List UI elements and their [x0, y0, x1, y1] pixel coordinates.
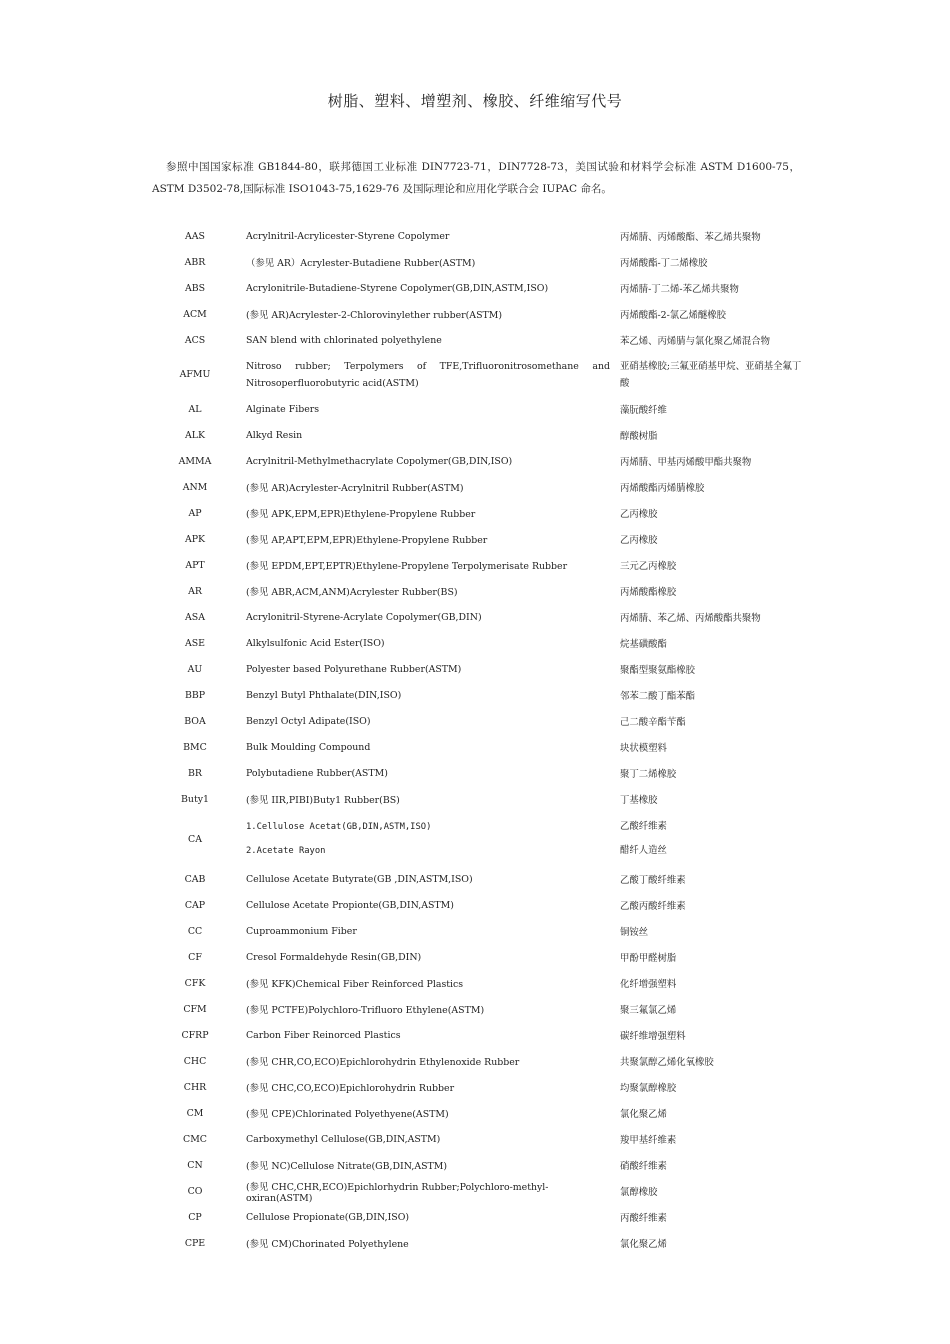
table-row [148, 656, 810, 682]
abbr-chinese-name: 乙酸丙酸纤维素 [620, 901, 686, 912]
table-row [148, 526, 810, 552]
abbr-code: APT [185, 559, 205, 571]
abbr-code: ABS [184, 282, 206, 294]
table-row [148, 327, 810, 353]
abbr-english-name: Benzyl Octyl Adipate(ISO) [246, 715, 371, 727]
abbr-english-name: (参见 ABR,ACM,ANM)Acrylester Rubber(BS) [246, 587, 458, 598]
abbr-english-name [242, 812, 610, 866]
abbr-chinese-name: 氯醇橡胶 [620, 1187, 658, 1198]
abbr-code: BR [188, 767, 202, 779]
table-row [148, 1126, 810, 1152]
abbr-english-name: Polyester based Polyurethane Rubber(ASTM) [246, 663, 462, 675]
table-row [148, 422, 810, 448]
abbr-chinese-name: 均聚氯醇橡胶 [620, 1083, 677, 1094]
abbr-chinese-name: 丙烯腈、苯乙烯、丙烯酸酯共聚物 [620, 613, 761, 624]
abbr-english-name: (参见 CPE)Chlorinated Polyethyene(ASTM) [246, 1109, 449, 1120]
abbr-chinese-name: 硝酸纤维素 [620, 1161, 667, 1172]
table-row [148, 396, 810, 422]
table-row [148, 630, 810, 656]
abbr-chinese-name: 氯化聚乙烯 [620, 1109, 667, 1120]
table-row [148, 1152, 810, 1178]
abbr-english-name: Benzyl Butyl Phthalate(DIN,ISO) [246, 689, 402, 701]
abbr-code: CO [187, 1185, 203, 1197]
abbr-code: Buty1 [181, 793, 209, 805]
table-row [148, 786, 810, 812]
abbr-english-name: SAN blend with chlorinated polyethylene [246, 334, 442, 346]
abbr-english-name: (参见 AR)Acrylester-Acrylnitril Rubber(ASTM) [246, 483, 464, 494]
table-row [148, 552, 810, 578]
abbr-code: AR [188, 585, 202, 597]
abbr-chinese-name: 碳纤维增强塑料 [620, 1031, 686, 1042]
abbr-english-name: (参见 NC)Cellulose Nitrate(GB,DIN,ASTM) [246, 1161, 448, 1172]
table-row [148, 734, 810, 760]
abbr-code: CMC [183, 1133, 207, 1145]
abbr-english-name: （参见 AR）Acrylester-Butadiene Rubber(ASTM) [246, 258, 476, 269]
abbr-chinese-name: 聚三氟氯乙烯 [620, 1005, 677, 1016]
abbr-english-name: Cresol Formaldehyde Resin(GB,DIN) [246, 951, 422, 963]
table-row [148, 1230, 810, 1256]
abbr-english-name: (参见 AR)Acrylester-2-Chlorovinylether rubber(ASTM) [246, 310, 503, 321]
abbr-code: AU [187, 663, 203, 675]
abbr-code: CHR [183, 1081, 207, 1093]
table-row [148, 353, 810, 396]
table-row [148, 275, 810, 301]
abbr-chinese-name: 氯化聚乙烯 [620, 1239, 667, 1250]
abbr-english-name: Polybutadiene Rubber(ASTM) [246, 767, 388, 779]
abbr-code: AP [188, 507, 202, 519]
abbr-english-name: (参见 IIR,PIBI)Buty1 Rubber(BS) [246, 795, 400, 806]
table-row [148, 918, 810, 944]
abbr-chinese-name: 块状模塑料 [620, 743, 667, 754]
abbr-chinese-name: 丙烯腈、丙烯酸酯、苯乙烯共聚物 [620, 232, 761, 243]
abbreviation-table [148, 223, 810, 1256]
abbr-english-name: (参见 CHC,CHR,ECO)Epichlorhydrin Rubber;Polychloro-methyl-oxiran(ASTM) [246, 1181, 549, 1204]
abbr-code: CM [186, 1107, 204, 1119]
abbr-code: ASE [184, 637, 206, 649]
abbr-english-name: Cuproammonium Fiber [246, 925, 357, 937]
abbr-english-line: 1.Cellulose Acetat(GB,DIN,ASTM,ISO) [246, 822, 432, 832]
abbr-chinese-name: 丙烯腈、甲基丙烯酸甲酯共聚物 [620, 457, 752, 468]
abbr-code: CC [187, 925, 203, 937]
abbr-code: BOA [184, 715, 206, 727]
table-row [148, 1022, 810, 1048]
table-row [148, 682, 810, 708]
abbr-english-name: Acrylnitril-Methylmethacrylate Copolymer(GB,DIN,ISO) [246, 455, 513, 467]
abbr-chinese-name: 甲酚甲醛树脂 [620, 953, 677, 964]
abbr-code: CFRP [181, 1029, 209, 1041]
page-title: 树脂、塑料、增塑剂、橡胶、纤维缩写代号 [327, 92, 623, 110]
table-row [148, 1100, 810, 1126]
abbr-chinese-name: 丙烯酸酯-2-氯乙烯醚橡胶 [620, 310, 727, 321]
table-row [148, 474, 810, 500]
abbr-chinese-name: 化纤增强塑料 [620, 979, 677, 990]
table-row [148, 301, 810, 327]
table-row [148, 892, 810, 918]
abbr-chinese-name: 丙烯酸酯橡胶 [620, 587, 677, 598]
abbr-code: AFMU [179, 369, 211, 380]
abbr-english-name: (参见 CHC,CO,ECO)Epichlorohydrin Rubber [246, 1083, 455, 1094]
abbr-english-name: Bulk Moulding Compound [246, 741, 371, 753]
table-row [148, 1178, 810, 1204]
abbr-code: CF [188, 951, 202, 963]
abbr-code: CN [187, 1159, 203, 1171]
abbr-code: CPE [184, 1237, 206, 1249]
abbr-chinese-name: 乙丙橡胶 [620, 509, 658, 520]
abbr-chinese-name: 烷基磺酸酯 [620, 639, 667, 650]
abbr-code: CA [188, 833, 202, 845]
abbr-chinese-name: 聚丁二烯橡胶 [620, 769, 677, 780]
table-row [148, 500, 810, 526]
abbr-chinese-line: 醋纤人造丝 [620, 845, 667, 856]
abbr-code: AAS [185, 230, 205, 242]
abbr-chinese-name: 醇酸树脂 [620, 431, 658, 442]
table-row [148, 1074, 810, 1100]
abbr-chinese-name: 邻苯二酸丁酯苯酯 [620, 691, 696, 702]
abbr-english-name: (参见 CM)Chorinated Polyethylene [246, 1239, 409, 1250]
abbr-english-name: Acrylonitrile-Butadiene-Styrene Copolymer(GB,DIN,ASTM,ISO) [246, 282, 549, 294]
abbr-chinese-name: 羧甲基纤维素 [620, 1135, 677, 1146]
abbr-code: AL [188, 403, 202, 415]
abbr-code: ACS [184, 334, 206, 346]
abbr-chinese-name [610, 812, 810, 866]
abbr-chinese-name: 亚硝基橡胶;三氟亚硝基甲烷、亚硝基全氟丁酸 [620, 360, 802, 389]
abbr-chinese-name: 丙烯酸酯-丁二烯橡胶 [620, 258, 708, 269]
abbr-english-name: (参见 KFK)Chemical Fiber Reinforced Plastics [246, 979, 464, 990]
abbr-code: ALK [185, 429, 205, 441]
table-row [148, 866, 810, 892]
abbr-code: ANM [182, 481, 208, 493]
abbr-english-name: Cellulose Acetate Propionte(GB,DIN,ASTM) [246, 899, 454, 911]
abbr-english-name: Carbon Fiber Reinorced Plastics [246, 1029, 401, 1041]
abbr-english-line: 2.Acetate Rayon [246, 846, 326, 856]
abbr-english-name: (参见 AP,APT,EPM,EPR)Ethylene-Propylene Rubber [246, 535, 488, 546]
abbr-code: CFK [184, 977, 206, 989]
table-row [148, 760, 810, 786]
abbr-english-name: Alginate Fibers [246, 403, 320, 415]
table-row [148, 1048, 810, 1074]
table-row [148, 970, 810, 996]
abbr-code: CP [188, 1211, 202, 1223]
table-row [148, 604, 810, 630]
abbr-english-name: (参见 APK,EPM,EPR)Ethylene-Propylene Rubber [246, 509, 476, 520]
abbr-english-name: (参见 CHR,CO,ECO)Epichlorohydrin Ethylenoxide Rubber [246, 1057, 520, 1068]
table-row [148, 249, 810, 275]
abbr-code: APK [184, 533, 206, 545]
abbr-chinese-name: 三元乙丙橡胶 [620, 561, 677, 572]
abbr-chinese-name: 乙酸丁酸纤维素 [620, 875, 686, 886]
abbr-chinese-name: 藻朊酸纤维 [620, 405, 667, 416]
abbr-chinese-name: 苯乙烯、丙烯腈与氯化聚乙烯混合物 [620, 336, 771, 347]
abbr-english-name: Cellulose Propionate(GB,DIN,ISO) [246, 1211, 410, 1223]
table-row [148, 996, 810, 1022]
abbr-chinese-name: 丙烯腈-丁二烯-苯乙烯共聚物 [620, 284, 739, 295]
abbr-english-name: Alkyd Resin [246, 429, 303, 441]
abbr-code: BBP [184, 689, 206, 701]
abbr-english-name: Cellulose Acetate Butyrate(GB ,DIN,ASTM,ISO) [246, 873, 473, 885]
table-row [148, 944, 810, 970]
abbr-code: AMMA [178, 455, 212, 467]
abbr-english-name: Carboxymethyl Cellulose(GB,DIN,ASTM) [246, 1133, 441, 1145]
table-row [148, 448, 810, 474]
abbr-english-name: Acrylnitril-Acrylicester-Styrene Copolymer [246, 230, 450, 242]
abbr-chinese-name: 共聚氯醇乙烯化氧橡胶 [620, 1057, 714, 1068]
table-row [148, 1204, 810, 1230]
abbr-english-name: Alkylsulfonic Acid Ester(ISO) [246, 637, 385, 649]
abbr-code: BMC [183, 741, 207, 753]
abbr-code: CFM [183, 1003, 207, 1015]
abbr-chinese-name: 丁基橡胶 [620, 795, 658, 806]
abbr-chinese-name: 乙丙橡胶 [620, 535, 658, 546]
abbr-english-name: Nitroso rubber; Terpolymers of TFE,Trifluoronitrosomethane and Nitrosoperfluorobutyric acid(ASTM) [246, 360, 610, 389]
table-row [148, 223, 810, 249]
abbr-code: CHC [183, 1055, 207, 1067]
abbr-code: CAB [184, 873, 206, 885]
abbr-chinese-name: 己二酸辛酯苄酯 [620, 717, 686, 728]
abbr-code: ABR [184, 256, 206, 268]
abbr-chinese-name: 丙酸纤维素 [620, 1213, 667, 1224]
abbr-code: ASA [185, 611, 205, 623]
abbr-english-name: (参见 EPDM,EPT,EPTR)Ethylene-Propylene Terpolymerisate Rubber [246, 561, 568, 572]
abbr-code: CAP [184, 899, 206, 911]
table-row [148, 708, 810, 734]
abbr-chinese-line: 乙酸纤维素 [620, 821, 667, 832]
abbr-chinese-name: 聚酯型聚氨酯橡胶 [620, 665, 696, 676]
abbr-chinese-name: 丙烯酸酯丙烯腈橡胶 [620, 483, 705, 494]
abbr-code: ACM [183, 308, 207, 320]
intro-paragraph: 参照中国国家标准 GB1844-80，联邦德国工业标准 DIN7723-71，DIN7728-73，美国试验和材料学会标准 ASTM D1600-75，ASTM D3502-78,国际标准 ISO1043-75,1629-76 及国际理论和应用化学联合会 IUPAC 命名。 [152, 161, 800, 195]
abbr-english-name: Acrylonitril-Styrene-Acrylate Copolymer(GB,DIN) [246, 611, 482, 623]
abbr-english-name: (参见 PCTFE)Polychloro-Trifluoro Ethylene(ASTM) [246, 1005, 485, 1016]
table-row [148, 812, 810, 866]
table-row [148, 578, 810, 604]
abbr-chinese-name: 铜铵丝 [620, 927, 649, 938]
